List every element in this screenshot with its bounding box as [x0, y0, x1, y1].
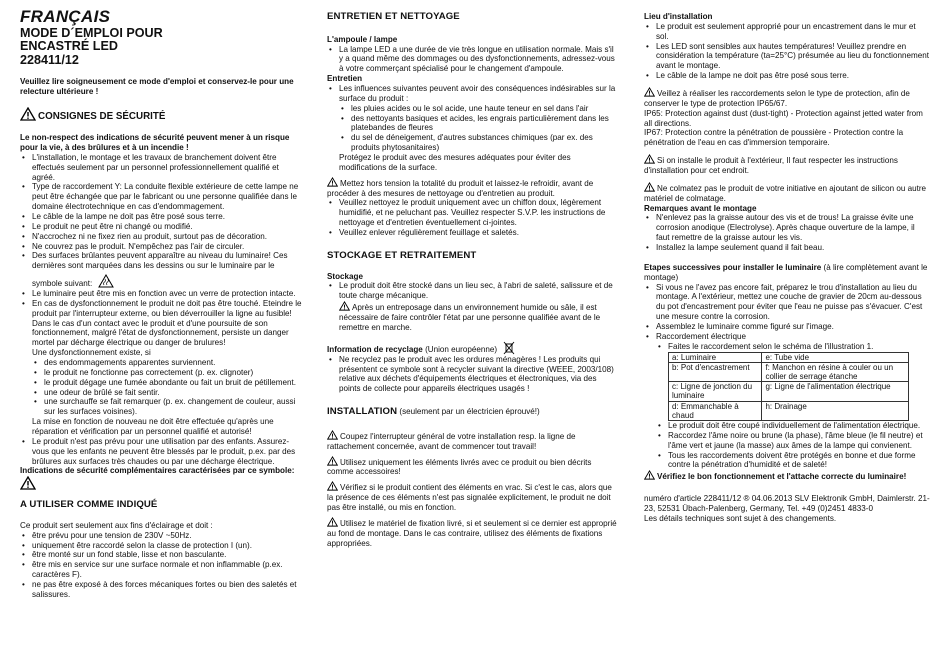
- list-item: • Les LED sont sensibles aux hautes températures! Veuillez prendre en considération la température (ta=25°C) présumée au lieu du fonctionnement avant le montage.: [644, 42, 930, 72]
- warning-icon: [339, 301, 350, 311]
- legend-table: [668, 352, 909, 421]
- dysfunction-after: La mise en fonction de nouveau ne doit être effectuée qu'après une réparation et vérification par un personnel qualifié et autorisé!: [32, 417, 274, 437]
- remarks-heading: Remarques avant le montage: [644, 203, 757, 213]
- table-cell: e: Tube vide: [762, 352, 909, 362]
- verify-warning: Vérifiez le bon fonctionnement et l'attache correcte du luminaire!: [644, 470, 930, 482]
- doc-title-line2: ENCASTRÉ LED: [20, 39, 118, 54]
- list-item: • être monté sur un fond stable, lisse et non basculante.: [20, 550, 302, 560]
- list-item: • Raccordez l'âme noire ou brune (la phase), l'âme bleue (le fil neutre) et l'âme vert et jaune (la masse) aux âmes de la lampe qui convienent.: [656, 431, 930, 451]
- list-item: • Type de raccordement Y: La conduite flexible extérieure de cette lampe ne peut être échangée que par le fabricant ou une personne qualifiée dans le domaine électrotechnique en cas d'endommagement.: [20, 182, 302, 212]
- silicone-warning: Ne colmatez pas le produit de votre initiative en ajoutant de silicon ou autre matériel de colmatage.: [644, 183, 927, 203]
- list-item: • Veuillez nettoyez le produit uniquement avec un chiffon doux, légèrement humidifié, et ne peluchant pas. Veuillez respecter S.V.P. les instructions de nettoyage et d'entretien éventuellement ci-jointes.: [327, 198, 619, 228]
- list-item: • Le produit doit être coupé individuellement de l'alimentation électrique.: [656, 421, 930, 431]
- list-item: • Tous les raccordements doivent être protégés en bonne et due forme contre la pénétration d'humidité et de saleté!: [656, 451, 930, 471]
- safety-heading: CONSIGNES DE SÉCURITÉ: [20, 107, 302, 123]
- list-item: • du sel de déneigement, d'autres substances chimiques (par ex. des produits phytosanitaires): [339, 133, 619, 153]
- list-item: • ne pas être exposé à des forces mécaniques fortes ou bien des saletés et salissures.: [20, 580, 302, 600]
- warning-icon: [327, 430, 338, 440]
- list-item: • Veuillez enlever régulièrement feuillage et saletés.: [327, 228, 619, 238]
- warning-icon: [644, 182, 655, 192]
- list-item: • Assemblez le luminaire comme figuré sur l'image.: [644, 322, 930, 332]
- install-warning: Vérifiez si le produit contient des éléments en vrac. Si c'est le cas, alors que la présence de ces éléments n'est pas signalée explicitement, le produit ne doit pas être installé, ou mis en fonction.: [327, 483, 612, 513]
- list-item: • L'installation, le montage et les travaux de branchement doivent être effectués seulement par un personnel professionnellement qualifié et agréé.: [20, 153, 302, 183]
- place-list: [644, 22, 930, 81]
- crossed-bin-icon: [503, 341, 515, 355]
- steps-heading: Etapes successives pour installer le luminaire (à lire complètement avant le montage): [644, 262, 928, 282]
- table-cell: f: Manchon en résine à couler ou un collier de serrage étanche: [762, 362, 909, 381]
- list-item: • Le produit est seulement approprié pour un encastrement dans le mur et sol.: [644, 22, 930, 42]
- footer-note: Les détails techniques sont sujet à des changements.: [644, 513, 837, 523]
- list-item: • N'accrochez ni ne fixez rien au produit, surtout pas de décoration.: [20, 232, 302, 242]
- warning-icon: [20, 476, 36, 490]
- children-item: • Le produit n'est pas prévu pour une utilisation par des enfants. Assurez-vous que les enfants ne peuvent être blessés par le produit, p.ex. par des brûlures aux surfaces très chaudes ou par une décharge électrique.: [20, 437, 302, 467]
- remarks-list: [644, 213, 930, 252]
- warning-icon: [327, 481, 338, 491]
- storage-heading: STOCKAGE ET RETRAITEMENT: [327, 249, 477, 261]
- steps-list: [644, 283, 930, 342]
- warning-icon: [20, 107, 36, 121]
- list-item: • Le produit doit être stocké dans un lieu sec, à l'abri de saleté, salissure et de toute charge mécanique.: [327, 281, 619, 301]
- list-item: • une odeur de brûlé se fait sentir.: [32, 388, 302, 398]
- install-warning: Utilisez uniquement les éléments livrés avec ce produit ou bien décrits comme accessoires!: [327, 457, 592, 477]
- table-cell: b: Pot d'encastrement: [669, 362, 762, 381]
- safety-warning: Le non-respect des indications de sécurité peuvent mener à un risque pour la vie, à des brûlures et à un incendie !: [20, 133, 290, 152]
- list-item: • une surchauffe se fait remarquer (p. ex. changement de couleur, aussi sur les surfaces voisines).: [32, 397, 302, 417]
- power-off-warning: Mettez hors tension la totalité du produit et laissez-le refroidir, avant de procéder à des mesures de nettoyage ou d'entretien au produit.: [327, 178, 594, 198]
- list-item: • le produit ne fonctionne pas correctement (p. ex. clignoter): [32, 368, 302, 378]
- ip65-text: IP65: Protection against dust (dust-tight) - Protection against jetted water from all directions.: [644, 108, 923, 128]
- wiring-list: [644, 421, 930, 470]
- warning-icon: [644, 470, 655, 480]
- list-item: • Si vous ne l'avez pas encore fait, préparez le trou d'installation au lieu du montage. A l'extérieur, mettez une couche de gravier de 20cm au-dessous du pot d'encastrement pour éviter que l'eau ne puisse pas s'évacuer. C'est une mesure contre la corrosion.: [644, 283, 930, 322]
- warning-icon: [644, 154, 655, 164]
- install-warning: Utilisez le matériel de fixation livré, si et seulement si ce dernier est approprié au fond de montage. Dans le cas contraire, utilisez des éléments de fixations appropriées.: [327, 518, 617, 548]
- column-right: [644, 8, 930, 524]
- list-item: • Le câble de la lampe ne doit pas être posé sous terre.: [20, 212, 302, 222]
- list-item: • être mis en service sur une surface normale et non inflammable (p.ex. caractères F).: [20, 560, 302, 580]
- wiring-intro: • Faites le raccordement selon le schéma de l'illustration 1.: [656, 342, 930, 352]
- list-item: • Ne couvrez pas le produit. N'empêchez pas l'air de circuler.: [20, 242, 302, 252]
- safety-list: [20, 153, 302, 271]
- lamp-heading: L'ampoule / lampe: [327, 34, 398, 44]
- list-item: • La lampe LED a une durée de vie très longue en utilisation normale. Mais s'il y a quand même des dommages ou des dysfonctionnements, adressez-vous à votre commerçant spécialisé pour le changement d'ampoule.: [327, 45, 619, 75]
- table-cell: c: Ligne de jonction du luminaire: [669, 382, 762, 401]
- list-item: • être prévu pour une tension de 230V ~50Hz.: [20, 531, 302, 541]
- ip67-text: IP67: Protection contre la pénétration de poussière - Protection contre la pénétration de l'eau en cas d'immersion temporaire.: [644, 128, 904, 148]
- list-item: • des endommagements apparentes surviennent.: [32, 358, 302, 368]
- table-cell: g: Ligne de l'alimentation électrique: [762, 382, 909, 401]
- maintenance-heading: Entretien: [327, 74, 363, 84]
- use-intro: Ce produit sert seulement aux fins d'éclairage et doit :: [20, 520, 213, 530]
- list-item: • Le produit ne peut être ni changé ou modifié.: [20, 222, 302, 232]
- maintenance-sublist: [327, 104, 619, 153]
- list-item: • Les influences suivantes peuvent avoir des conséquences indésirables sur la surface du produit :: [327, 84, 619, 104]
- list-item: • le produit dégage une fumée abondante ou fait un bruit de pétillement.: [32, 378, 302, 388]
- column-middle: [327, 8, 619, 548]
- cleaning-heading: ENTRETIEN ET NETTOYAGE: [327, 11, 460, 22]
- storage-subheading: Stockage: [327, 271, 363, 281]
- table-cell: d: Emmanchable à chaud: [669, 401, 762, 420]
- list-item: • En cas de dysfonctionnement le produit ne doit pas être touché. Eteindre le produit par l'interrupteur externe, ou bien déverrouiller la ligne au fusible! Dans le cas d'un contact avec le produit et d'une poursuite de son fonctionnement, malgré l'état de dysfonctionnement, persiste un danger mortel par décharge électrique ou danger de brulures!: [20, 299, 302, 348]
- list-item: • N'enlevez pas la graisse autour des vis et de trous! La graisse évite une corrosion anodique (Electrolyse). Après chaque ouverture de la lampe, il faut remettre de la graisse autour les vis.: [644, 213, 930, 243]
- place-heading: Lieu d'installation: [644, 12, 713, 21]
- dysfunction-intro: Une dysfonctionnement existe, si: [32, 348, 151, 358]
- table-row: [669, 362, 909, 381]
- install-warning: Coupez l'interrupteur général de votre installation resp. la ligne de rattachement concernée, avant de commencer tout travail!: [327, 431, 576, 451]
- dysfunction-list: [20, 358, 302, 417]
- list-item: • uniquement être raccordé selon la classe de protection I (un).: [20, 541, 302, 551]
- list-item: • les pluies acides ou le sol acide, une haute teneur en sel dans l'air: [339, 104, 619, 114]
- column-left: [20, 8, 302, 600]
- list-item: • Ne recyclez pas le produit avec les ordures ménagères ! Les produits qui présentent ce symbole sont à recycler suivant la directive (WEEE, 2003/108) relative aux déchets d'équipements électriques et électroniques, via des points de collecte pour appareils électriques usagés !: [327, 355, 619, 394]
- list-item: • Installez la lampe seulement quand il fait beau.: [644, 243, 930, 253]
- complementary-heading: Indications de sécurité complémentaires caractérisées par ce symbole:: [20, 466, 295, 476]
- use-list: [20, 531, 302, 600]
- table-row: [669, 352, 909, 362]
- doc-title-line1: MODE D´EMPLOI POUR: [20, 25, 163, 40]
- doc-title-article: 228411/12: [20, 52, 79, 67]
- storage-warning: Après un entreposage dans un environnement humide ou sâle, il est nécessaire de faire contrôler l'état par une personne qualifiée avant de le remettre en marche.: [339, 303, 601, 332]
- table-cell: a: Luminaire: [669, 352, 762, 362]
- table-cell: h: Drainage: [762, 401, 909, 420]
- safety-list-2: [20, 289, 302, 348]
- warning-icon: [644, 87, 655, 97]
- table-row: [669, 401, 909, 420]
- use-heading: A UTILISER COMME INDIQUÉ: [20, 499, 158, 511]
- table-row: [669, 382, 909, 401]
- warning-icon: [327, 517, 338, 527]
- list-item: • Raccordement électrique: [644, 332, 930, 342]
- recycling-heading: Information de recyclage (Union européenne): [327, 341, 619, 355]
- list-item: • Le câble de la lampe ne doit pas être posé sous terre.: [644, 71, 930, 81]
- intro-text: Veuillez lire soigneusement ce mode d'emploi et conservez-le pour une relecture ultérieure !: [20, 77, 294, 97]
- list-item: • Le luminaire peut être mis en fonction avec un verre de protection intacte.: [20, 289, 302, 299]
- outdoor-warning: Si on installe le produit à l'extérieur, Il faut respecter les instructions d'installation pour cet endroit.: [644, 156, 898, 176]
- list-item: • des nettoyants basiques et acides, les engrais particulièrement dans les platebandes de fleures: [339, 114, 619, 134]
- warning-icon: [327, 456, 338, 466]
- ip-warning: Veillez à réaliser les raccordements selon le type de protection, afin de conserver le type de protection IP65/67.: [644, 89, 910, 108]
- maintenance-protect: Protégez le produit avec des mesures adéquates pour éviter des modifications de la surface.: [339, 153, 571, 172]
- language-heading: FRANÇAIS: [20, 7, 111, 26]
- cleaning-list: [327, 198, 619, 237]
- hot-surface-line: symbole suivant:: [20, 274, 302, 289]
- list-item: • Des surfaces brûlantes peuvent apparaître au niveau du luminaire! Ces dernières sont marquées dans les dessins ou sur le luminaire par le: [20, 251, 302, 271]
- warning-icon: [327, 177, 338, 187]
- installation-heading: INSTALLATION (seulement par un électricien éprouvé!): [327, 406, 540, 418]
- hot-surface-icon: [98, 274, 114, 288]
- footer-text: numéro d'article 228411/12 ® 04.06.2013 SLV Elektronik GmbH, Daimlerstr. 21-23, 52531 Übach-Palenberg, Germany, Tel. +49 (0)2451 4833-0: [644, 494, 930, 513]
